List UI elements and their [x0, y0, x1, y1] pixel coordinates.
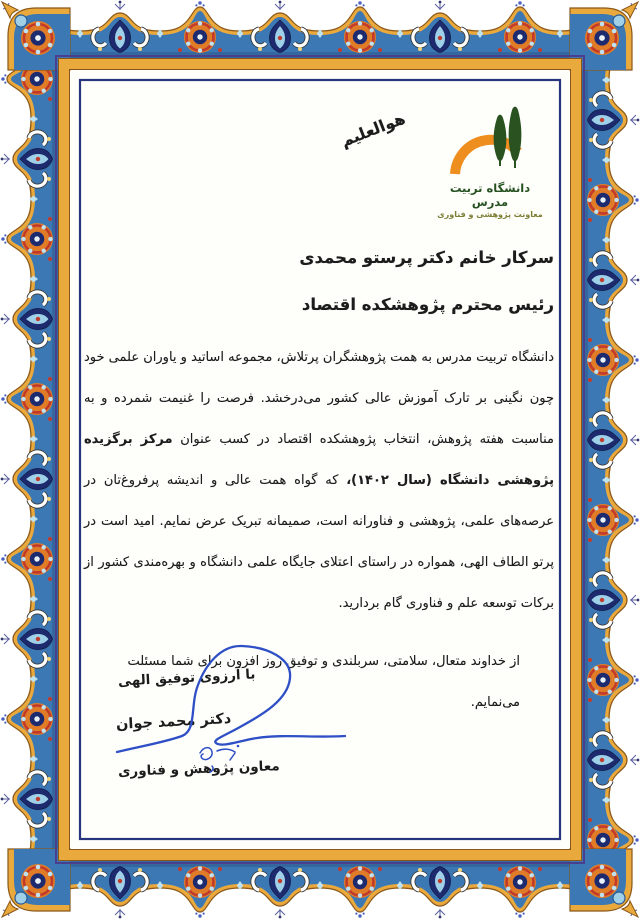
body-part1: دانشگاه تربیت مدرس به همت پژوهشگران پرتلاش، مجموعه اساتید و یاوران علمی خود چون نگینی بر تارک آموزش عالی کشور می‌درخشد. فرصت را غنیمت شمرده و به مناسبت هفته پژوهش، انتخاب پژوهشکده اقتصاد در کسب عنوان [84, 350, 554, 447]
university-logo [432, 102, 548, 219]
logo-department-name: معاونت پژوهشی و فناوری [437, 210, 543, 219]
recipient-name: سرکار خانم دکتر پرستو محمدی [299, 248, 554, 267]
signatory-name: دکتر محمد جوان [115, 710, 232, 734]
bismillah-calligraphy: هوالعلیم [338, 108, 408, 151]
letter-body [84, 337, 554, 723]
logo-university-name: دانشگاه تربیت مدرس [449, 181, 531, 209]
recipient-title: رئیس محترم پژوهشکده اقتصاد [301, 295, 554, 314]
signature-salutation: با آرزوی توفیق الهی [117, 666, 256, 690]
closing-line: از خداوند متعال، سلامتی، سربلندی و توفیق روز افزون برای شما مسئلت می‌نمایم. [127, 654, 520, 710]
logo-mark [442, 102, 538, 184]
body-paragraph [84, 337, 554, 624]
body-bold-phrase: مرکز برگزیده پژوهشی دانشگاه (سال ۱۴۰۲)، [84, 432, 554, 488]
recipient-block [299, 234, 554, 328]
body-part2: که گواه همت عالی و اندیشه پرفروغ‌تان در عرصه‌های علمی، پژوهشی و فناورانه است، صمیمانه تبریک عرض نمایم. امید است در پرتو الطاف الهی، همواره در راستای اعتلای جایگاه علمی دانشگاه و بهره‌مندی کشور از برکات توسعه علم و فناوری گام بردارید. [84, 473, 554, 611]
signatory-title: معاون پژوهش و فناوری [117, 758, 280, 780]
